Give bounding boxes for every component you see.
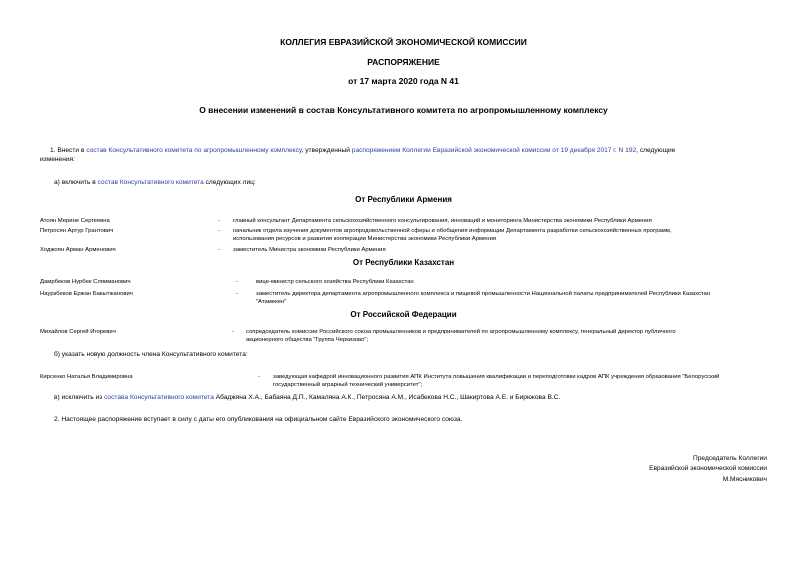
person-position-cont: акционерного общества "Группа Черкизово"; — [246, 337, 369, 343]
pa-text: а) включить в — [54, 179, 98, 186]
p1-text-mid: , утвержденный — [301, 147, 352, 154]
person-name: Наурзбеков Ержан Бакытжанович — [40, 291, 133, 297]
p1-text: 1. Внести в — [50, 147, 87, 154]
org-title: КОЛЛЕГИЯ ЕВРАЗИЙСКОЙ ЭКОНОМИЧЕСКОЙ КОМИССИИ — [280, 37, 527, 47]
section-armenia: От Республики Армения — [355, 195, 452, 204]
pa-text-post: следующих лиц: — [203, 179, 256, 186]
person-position-cont: использования ресурсов и развития кооперации Министерства экономики Республики Армения — [233, 236, 497, 242]
paragraph-b: б) указать новую должность члена Консультативного комитета: — [54, 351, 248, 358]
person-position: вице-министр сельского хозяйства Республики Казахстан — [256, 279, 414, 285]
person-position: главный консультант Департамента сельскохозяйственного консультирования, инноваций и мониторинга Министерства экономики Республики Армения — [233, 218, 652, 224]
link-committee-composition[interactable]: состав Консультативного комитета по агропромышленному комплексу — [86, 147, 302, 154]
doc-title: О внесении изменений в состав Консультативного комитета по агропромышленному комплексу — [199, 105, 608, 115]
pv-text-post: Абаджяна Х.А., Бабаяна Д.П., Камаляна А.К., Петросяна А.М., Исабекова Н.С., Шакиртова А.Е. и Бирюкова В.С. — [213, 394, 561, 401]
link-committee-composition-2[interactable]: состава Консультативного комитета — [104, 394, 214, 401]
person-position-cont: государственный аграрный технический университет"; — [273, 382, 423, 388]
person-name: Дамрбеков Нурбек Сляиманович — [40, 279, 131, 285]
pv-text: в) исключить из — [54, 394, 105, 401]
person-position: начальник отдела изучения документов агропродовольственной сферы и обобщения информации Департамента разработки сельскохозяйственных программ, — [233, 228, 672, 234]
person-position: заведующая кафедрой инновационного развития АПК Института повышения квалификации и переподготовки кадров АПК учреждения образования "Белорусский — [273, 374, 720, 380]
person-position-cont: "Атамекен" — [256, 299, 287, 305]
person-name: Петросян Артур Грантович — [40, 228, 114, 234]
person-position: заместитель директора департамента агропромышленного комплекса и пищевой промышленности Национальной палаты предпринимателей Республики Казахстан — [256, 291, 711, 297]
doc-type: РАСПОРЯЖЕНИЕ — [367, 57, 440, 67]
dash: - — [258, 374, 260, 380]
dash: - — [236, 279, 238, 285]
person-position: заместитель Министра экономики Республики Армения — [233, 247, 386, 253]
person-position: сопредседатель комиссии Российского союза промышленников и предпринимателей по агропромышленному комплексу, генеральный директор публичного — [246, 329, 676, 335]
person-name: Ходжоян Арман Арменович — [40, 247, 116, 253]
signature-org: Евразийской экономической комиссии — [649, 465, 767, 472]
signature-name: М.Мясникович — [722, 476, 767, 483]
dash: - — [218, 228, 220, 234]
dash: - — [218, 247, 220, 253]
dash: - — [232, 329, 234, 335]
p1-line2: изменения: — [40, 156, 75, 163]
person-name: Атоян Мерине Сергеевна — [40, 218, 110, 224]
person-name: Кирсенко Наталья Владимировна — [40, 374, 133, 380]
doc-date-number: от 17 марта 2020 года N 41 — [348, 76, 459, 86]
p1-text-post: , следующие — [636, 147, 676, 154]
section-kazakhstan: От Республики Казахстан — [352, 258, 455, 267]
person-name: Михайлов Сергей Игоревич — [40, 329, 116, 335]
link-committee[interactable]: состав Консультативного комитета — [97, 179, 204, 186]
signature-title: Председатель Коллегии — [693, 455, 767, 462]
paragraph-a — [54, 178, 256, 187]
paragraph-v — [54, 393, 560, 402]
link-decree-192[interactable]: распоряжением Коллегии Евразийской экономической комиссии от 19 декабря 2017 г. N 192 — [351, 147, 637, 154]
section-russia: От Российской Федерации — [350, 310, 457, 319]
paragraph-2: 2. Настоящее распоряжение вступает в силу с даты его опубликования на официальном сайте Евразийского экономического союза. — [54, 416, 463, 423]
dash: - — [218, 218, 220, 224]
paragraph-1 — [50, 146, 675, 155]
dash: - — [236, 291, 238, 297]
